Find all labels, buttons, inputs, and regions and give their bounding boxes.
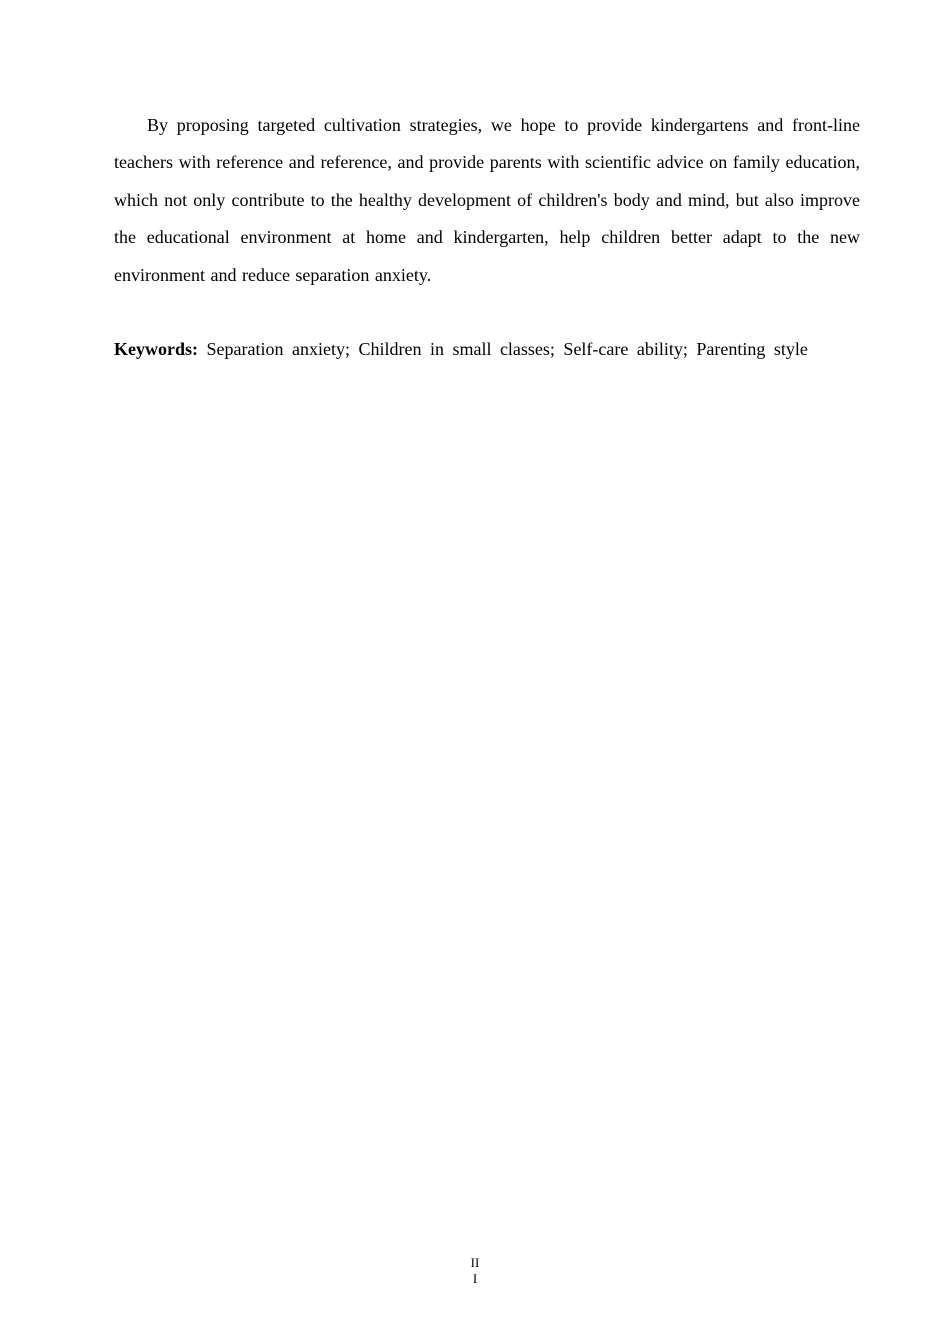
abstract-paragraph: By proposing targeted cultivation strategies, we hope to provide kindergartens and front-line teachers with reference and reference, and provide parents with scientific advice on family education, which not only contribute to the healthy development of children's body and mind, but also improve the educational environment at home and kindergarten, help children better adapt to the new environment and reduce separation anxiety. [114, 115, 860, 285]
page-number-line2: I [472, 1271, 478, 1286]
keywords-label: Keywords: [114, 339, 198, 359]
page-number-line1: II [470, 1255, 480, 1270]
keywords-text: Separation anxiety; Children in small classes; Self-care ability; Parenting style [206, 339, 808, 359]
keywords-line [114, 331, 860, 368]
